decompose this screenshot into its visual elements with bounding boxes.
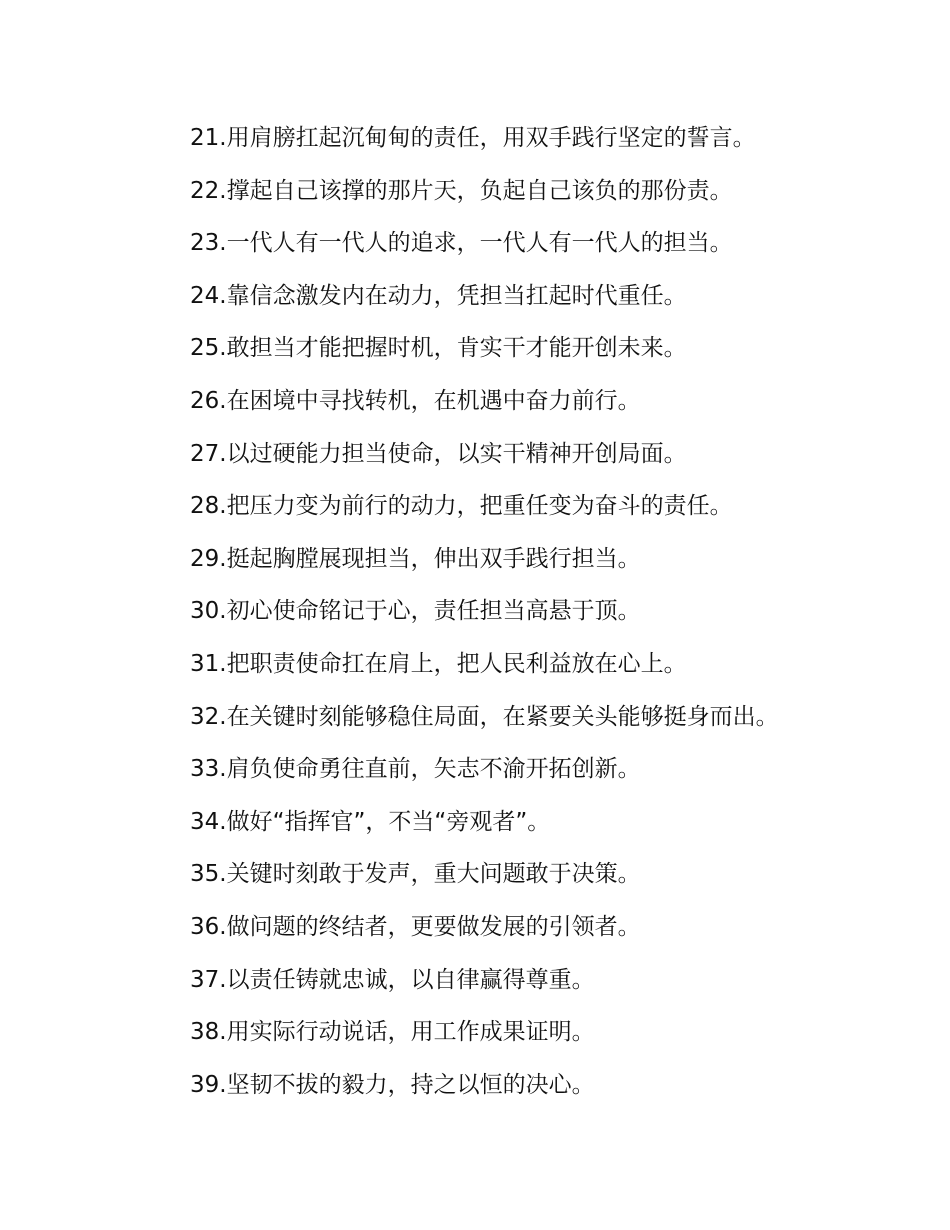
list-item: 38.用实际行动说话，用工作成果证明。: [190, 1019, 595, 1046]
list-item: 39.坚韧不拔的毅力，持之以恒的决心。: [190, 1071, 595, 1098]
list-item: 33.肩负使命勇往直前，矢志不渝开拓创新。: [190, 756, 641, 783]
list-item: 34.做好“指挥官”，不当“旁观者”。: [190, 808, 551, 835]
list-item: 29.挺起胸膛展现担当，伸出双手践行担当。: [190, 545, 641, 572]
list-item: 23.一代人有一代人的追求，一代人有一代人的担当。: [190, 230, 733, 257]
list-item: 32.在关键时刻能够稳住局面，在紧要关头能够挺身而出。: [190, 703, 779, 730]
slogan-list: [190, 118, 890, 1117]
list-item: 25.敢担当才能把握时机，肯实干才能开创未来。: [190, 335, 687, 362]
list-item: 30.初心使命铭记于心，责任担当高悬于顶。: [190, 598, 641, 625]
list-item: 26.在困境中寻找转机，在机遇中奋力前行。: [190, 387, 641, 414]
list-item: 21.用肩膀扛起沉甸甸的责任，用双手践行坚定的誓言。: [190, 125, 756, 151]
list-item: 35.关键时刻敢于发声，重大问题敢于决策。: [190, 861, 641, 888]
list-item: 37.以责任铸就忠诚，以自律赢得尊重。: [190, 966, 595, 993]
list-item: 28.把压力变为前行的动力，把重任变为奋斗的责任。: [190, 493, 733, 520]
list-item: 22.撑起自己该撑的那片天，负起自己该负的那份责。: [190, 177, 733, 204]
list-item: 36.做问题的终结者，更要做发展的引领者。: [190, 913, 641, 940]
list-item: 24.靠信念激发内在动力，凭担当扛起时代重任。: [190, 282, 687, 309]
list-item: 31.把职责使命扛在肩上，把人民利益放在心上。: [190, 650, 687, 677]
list-item: 27.以过硬能力担当使命，以实干精神开创局面。: [190, 440, 687, 467]
